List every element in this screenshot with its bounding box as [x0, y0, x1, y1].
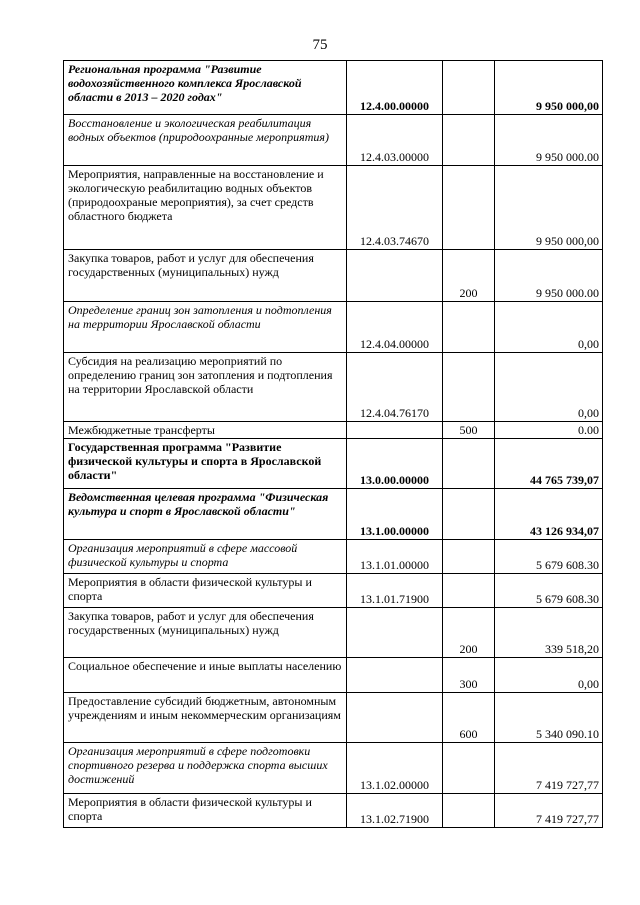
- row-type: [443, 574, 495, 608]
- row-type: [443, 353, 495, 422]
- row-type: 500: [443, 422, 495, 439]
- row-amount: 0,00: [495, 353, 603, 422]
- row-code: 13.1.02.71900: [347, 794, 443, 828]
- table-row: [64, 250, 603, 302]
- table-row: [64, 489, 603, 540]
- table-row: [64, 61, 603, 115]
- row-name: Восстановление и экологическая реабилитация водных объектов (природоохранные мероприятия): [64, 115, 347, 166]
- row-name: Организация мероприятий в сфере массовой физической культуры и спорта: [64, 540, 347, 574]
- row-name: Мероприятия в области физической культуры и спорта: [64, 574, 347, 608]
- row-type: [443, 794, 495, 828]
- row-code: 13.1.01.00000: [347, 540, 443, 574]
- row-type: [443, 115, 495, 166]
- row-type: 200: [443, 250, 495, 302]
- row-name: Закупка товаров, работ и услуг для обеспечения государственных (муниципальных) нужд: [64, 250, 347, 302]
- row-type: 200: [443, 608, 495, 658]
- row-amount: 0.00: [495, 422, 603, 439]
- row-name: Определение границ зон затопления и подтопления на территории Ярославской области: [64, 302, 347, 353]
- table-row: [64, 115, 603, 166]
- table-row: [64, 166, 603, 250]
- row-type: [443, 439, 495, 489]
- row-name: Мероприятия в области физической культуры и спорта: [64, 794, 347, 828]
- row-code: [347, 608, 443, 658]
- row-amount: 5 679 608.30: [495, 574, 603, 608]
- row-amount: 7 419 727,77: [495, 743, 603, 794]
- row-amount: 9 950 000,00: [495, 61, 603, 115]
- row-type: [443, 540, 495, 574]
- table-row: [64, 693, 603, 743]
- row-type: [443, 743, 495, 794]
- row-code: 13.1.02.00000: [347, 743, 443, 794]
- row-name: Организация мероприятий в сфере подготовки спортивного резерва и поддержка спорта высших достижений: [64, 743, 347, 794]
- row-amount: 44 765 739,07: [495, 439, 603, 489]
- row-type: [443, 302, 495, 353]
- row-name: Субсидия на реализацию мероприятий по определению границ зон затопления и подтопления на территории Ярославской области: [64, 353, 347, 422]
- table-row: [64, 353, 603, 422]
- row-name: Мероприятия, направленные на восстановление и экологическую реабилитацию водных объектов (природоохраные мероприятия), за счет средств областного бюджета: [64, 166, 347, 250]
- row-code: 12.4.04.00000: [347, 302, 443, 353]
- row-name: Ведомственная целевая программа "Физическая культура и спорт в Ярославской области": [64, 489, 347, 540]
- row-code: [347, 250, 443, 302]
- table-row: [64, 422, 603, 439]
- row-name: Государственная программа "Развитие физической культуры и спорта в Ярославской области": [64, 439, 347, 489]
- row-type: 600: [443, 693, 495, 743]
- row-amount: 7 419 727,77: [495, 794, 603, 828]
- row-amount: 339 518,20: [495, 608, 603, 658]
- row-code: 13.1.00.00000: [347, 489, 443, 540]
- row-amount: 0,00: [495, 302, 603, 353]
- row-name: Закупка товаров, работ и услуг для обеспечения государственных (муниципальных) нужд: [64, 608, 347, 658]
- row-amount: 9 950 000,00: [495, 166, 603, 250]
- row-code: [347, 693, 443, 743]
- table-row: [64, 574, 603, 608]
- row-amount: 43 126 934,07: [495, 489, 603, 540]
- row-code: 12.4.03.00000: [347, 115, 443, 166]
- row-name: Предоставление субсидий бюджетным, автономным учреждениям и иным некоммерческим организациям: [64, 693, 347, 743]
- row-code: 13.1.01.71900: [347, 574, 443, 608]
- table-row: [64, 540, 603, 574]
- row-amount: 5 340 090.10: [495, 693, 603, 743]
- row-amount: 5 679 608.30: [495, 540, 603, 574]
- row-name: Региональная программа "Развитие водохозяйственного комплекса Ярославской области в 2013 – 2020 годах": [64, 61, 347, 115]
- table-row: [64, 302, 603, 353]
- row-name: Социальное обеспечение и иные выплаты населению: [64, 658, 347, 693]
- row-name: Межбюджетные трансферты: [64, 422, 347, 439]
- row-code: [347, 422, 443, 439]
- row-type: [443, 61, 495, 115]
- row-code: 13.0.00.00000: [347, 439, 443, 489]
- table-row: [64, 743, 603, 794]
- row-code: 12.4.00.00000: [347, 61, 443, 115]
- row-amount: 0,00: [495, 658, 603, 693]
- row-code: 12.4.04.76170: [347, 353, 443, 422]
- row-type: [443, 166, 495, 250]
- row-code: [347, 658, 443, 693]
- table-row: [64, 794, 603, 828]
- page-number: 75: [312, 37, 328, 53]
- table-row: [64, 608, 603, 658]
- row-amount: 9 950 000.00: [495, 115, 603, 166]
- row-type: 300: [443, 658, 495, 693]
- budget-table: [63, 60, 603, 828]
- row-code: 12.4.03.74670: [347, 166, 443, 250]
- row-amount: 9 950 000.00: [495, 250, 603, 302]
- table-row: [64, 658, 603, 693]
- table-row: [64, 439, 603, 489]
- row-type: [443, 489, 495, 540]
